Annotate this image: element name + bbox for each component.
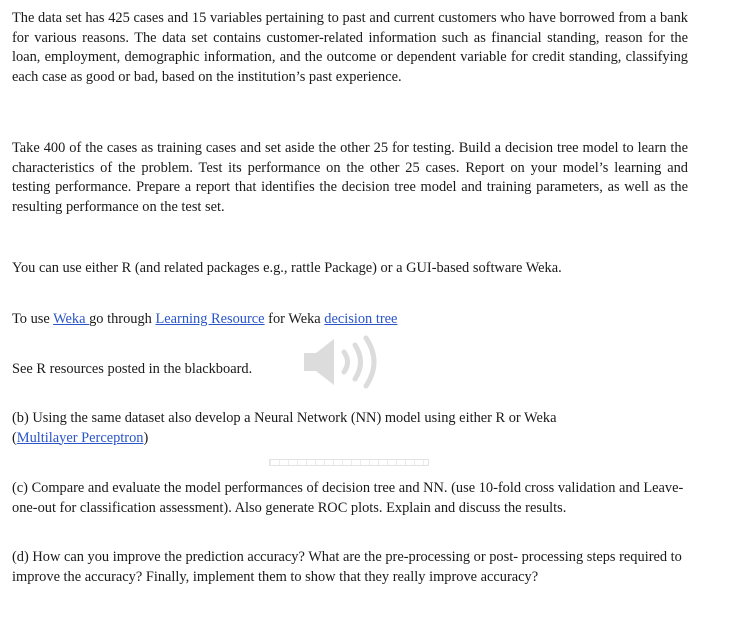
weka-prefix-text: To use xyxy=(12,311,54,327)
multilayer-perceptron-link[interactable]: Multilayer Perceptron xyxy=(16,429,144,446)
learning-resource-link[interactable]: Learning Resource xyxy=(155,311,265,327)
task-c-paragraph: (c) Compare and evaluate the model performances of decision tree and NN. (use 10-fold cross validation and Leave-one-out for classification assessment). Also generate ROC plots. Explain and discuss the results. xyxy=(12,480,684,516)
tools-paragraph: You can use either R (and related packages e.g., rattle Package) or a GUI-based software Weka. xyxy=(12,260,562,276)
task-d-paragraph: (d) How can you improve the prediction accuracy? What are the pre-processing or post- processing steps required to improve the accuracy? Finally, implement them to show that they really improve accuracy? xyxy=(12,549,682,585)
task-a-paragraph: Take 400 of the cases as training cases and set aside the other 25 for testing. Build a decision tree model to learn the characteristics of the problem. Test its performance on the other 25 cases. Report on your model’s learning and testing performance. Prepare a report that identifies the decision tree model and training parameters, as well as the resulting performance on the test set. xyxy=(12,140,688,215)
speaker-icon[interactable] xyxy=(304,334,404,390)
r-resources-paragraph: See R resources posted in the blackboard. xyxy=(12,361,253,377)
audio-progress-bar[interactable] xyxy=(269,459,429,466)
weka-middle-text: go through xyxy=(89,311,156,327)
task-b-text: (b) Using the same dataset also develop a Neural Network (NN) model using either R or Weka xyxy=(12,410,557,426)
weka-paragraph xyxy=(12,310,688,330)
weka-link[interactable]: Weka xyxy=(53,311,90,327)
task-b-paren-open: ( xyxy=(12,429,17,446)
intro-paragraph: The data set has 425 cases and 15 variables pertaining to past and current customers who have borrowed from a bank for various reasons. The data set contains customer-related information such as financial standing, reason for the loan, employment, demographic information, and the outcome or dependent variable for credit standing, classifying each case as good or bad, based on the institution’s past experience. xyxy=(12,10,688,85)
task-b-paren-close: ) xyxy=(143,429,149,446)
task-b-paragraph xyxy=(12,409,688,448)
decision-tree-link[interactable]: decision tree xyxy=(324,311,398,327)
weka-suffix-text: for Weka xyxy=(264,311,325,327)
